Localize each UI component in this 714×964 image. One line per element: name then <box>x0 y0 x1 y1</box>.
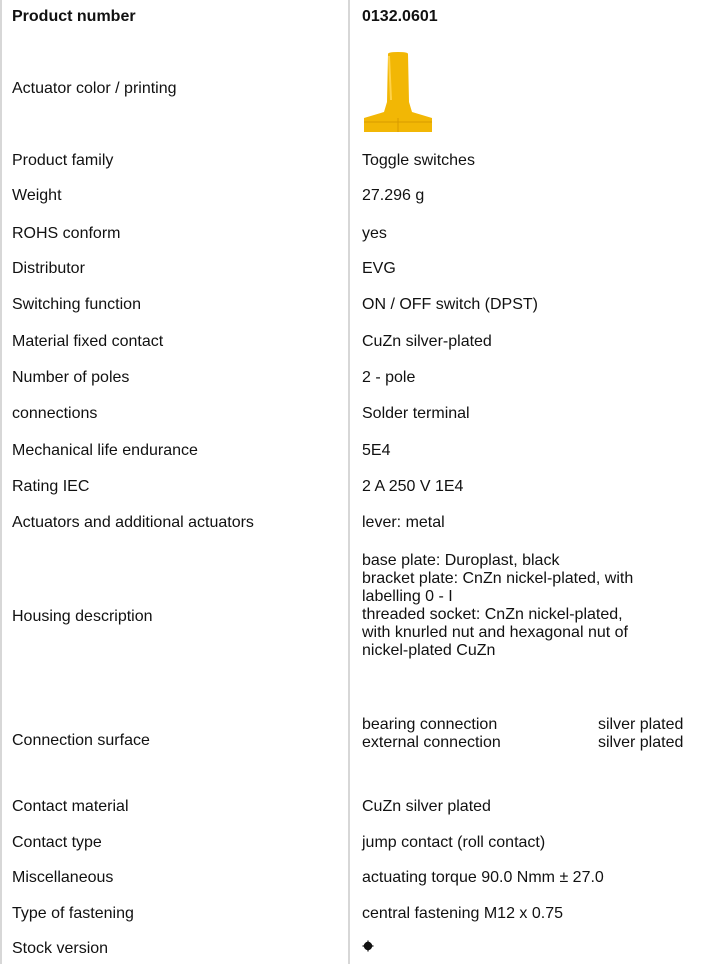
connection-name: bearing connection <box>362 716 498 733</box>
spec-value: 5E4 <box>362 442 391 459</box>
connection-surface-item <box>362 734 714 752</box>
spec-row <box>0 369 714 393</box>
housing-line: with knurled nut and hexagonal nut of <box>362 624 628 641</box>
housing-line: labelling 0 - I <box>362 588 453 605</box>
spec-label: Contact material <box>12 798 129 815</box>
connection-surface-label: Connection surface <box>12 732 150 749</box>
spec-row <box>0 478 714 502</box>
housing-description <box>362 552 714 660</box>
spec-value: CuZn silver plated <box>362 798 491 815</box>
spec-label: connections <box>12 405 98 422</box>
spec-row <box>0 514 714 538</box>
spec-value: 2 - pole <box>362 369 416 386</box>
connection-name: external connection <box>362 734 501 751</box>
spec-value: Solder terminal <box>362 405 470 422</box>
connection-surface-row <box>0 714 714 770</box>
header-row <box>0 8 714 32</box>
housing-line: nickel-plated CuZn <box>362 642 496 659</box>
spec-row <box>0 187 714 211</box>
spec-label: Contact type <box>12 834 102 851</box>
housing-line: base plate: Duroplast, black <box>362 552 560 569</box>
spec-row <box>0 225 714 249</box>
spec-label: Rating IEC <box>12 478 90 495</box>
spec-row <box>0 333 714 357</box>
spec-value: CuZn silver-plated <box>362 333 492 350</box>
spec-row <box>0 260 714 284</box>
connection-value: silver plated <box>598 734 684 751</box>
actuator-label: Actuator color / printing <box>12 80 177 97</box>
spec-label: Distributor <box>12 260 85 277</box>
spec-label: Actuators and additional actuators <box>12 514 254 531</box>
stock-label: Stock version <box>12 940 109 957</box>
housing-row <box>0 548 714 688</box>
housing-line: threaded socket: CnZn nickel-plated, <box>362 606 623 623</box>
spec-value: 2 A 250 V 1E4 <box>362 478 464 495</box>
stock-available-dot-icon <box>362 940 374 952</box>
spec-value: Toggle switches <box>362 152 475 169</box>
spec-label: Switching function <box>12 296 141 313</box>
housing-line: bracket plate: CnZn nickel-plated, with <box>362 570 634 587</box>
connection-surface-item <box>362 716 714 734</box>
spec-label: ROHS conform <box>12 225 121 242</box>
actuator-row <box>0 40 714 136</box>
product-number: 0132.0601 <box>362 8 438 25</box>
spec-row <box>0 834 714 858</box>
spec-row <box>0 442 714 466</box>
housing-label: Housing description <box>12 608 153 625</box>
spec-value: actuating torque 90.0 Nmm ± 27.0 <box>362 869 604 886</box>
yellow-toggle-actuator-icon <box>362 52 434 132</box>
spec-row <box>0 152 714 176</box>
spec-label: Type of fastening <box>12 905 134 922</box>
spec-value: ON / OFF switch (DPST) <box>362 296 538 313</box>
spec-label: Number of poles <box>12 369 130 386</box>
spec-label: Product family <box>12 152 114 169</box>
spec-value: 27.296 g <box>362 187 425 204</box>
spec-value: lever: metal <box>362 514 445 531</box>
spec-row <box>0 905 714 929</box>
spec-row <box>0 405 714 429</box>
spec-value: EVG <box>362 260 396 277</box>
spec-value: central fastening M12 x 0.75 <box>362 905 564 922</box>
spec-label: Material fixed contact <box>12 333 164 350</box>
spec-value: jump contact (roll contact) <box>362 834 546 851</box>
stock-row <box>0 940 714 964</box>
spec-row <box>0 798 714 822</box>
header-label: Product number <box>12 8 136 25</box>
spec-value: yes <box>362 225 387 242</box>
spec-label: Mechanical life endurance <box>12 442 198 459</box>
spec-row <box>0 296 714 320</box>
connection-value: silver plated <box>598 716 684 733</box>
spec-label: Miscellaneous <box>12 869 114 886</box>
spec-row <box>0 869 714 893</box>
spec-label: Weight <box>12 187 62 204</box>
